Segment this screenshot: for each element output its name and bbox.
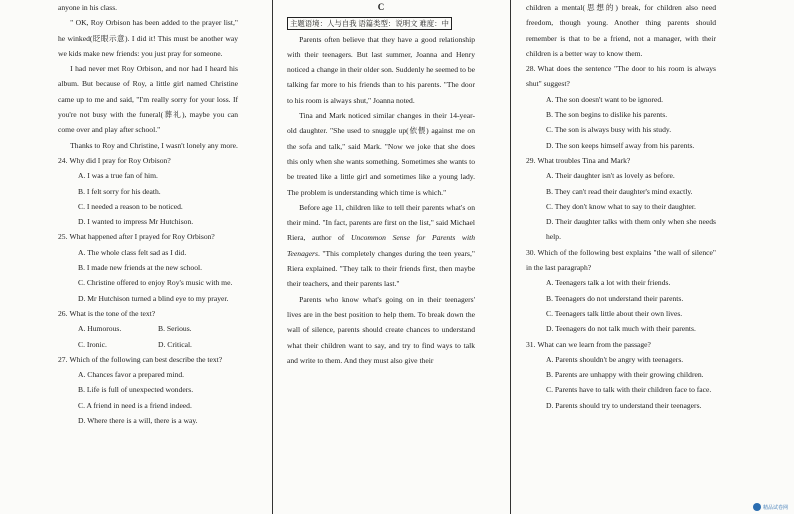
column-middle <box>287 0 475 368</box>
question-text: Which of the following best explains "the wall of silence" in the last paragraph? <box>526 247 716 273</box>
question-text: What can we learn from the passage? <box>537 339 651 349</box>
option: C. Teenagers talk little about their own lives. <box>546 308 683 318</box>
column-left <box>58 0 238 428</box>
option: A. Humorous. <box>78 324 122 334</box>
question-27 <box>58 352 238 428</box>
question-25 <box>58 229 238 305</box>
question-text: What happened after I prayed for Roy Orbison? <box>69 232 215 242</box>
watermark-text: 精品试卷网 <box>762 504 788 511</box>
paragraph: Before age 11, children like to tell their parents what's on their mind. "In fact, parents are first on the list," said Michael Riera, author of Uncommon Sense for Parents with Teenagers. "This completely changes during the teen years," Riera explained. "They talk to their friends first, then maybe their teachers, and their parents last." <box>287 202 475 289</box>
watermark <box>753 503 788 511</box>
logo-icon <box>753 503 761 511</box>
paragraph: Parents often believe that they have a good relationship with their teenagers. But last summer, Joanna and Henry noticed a change in their older son. Suddenly he seemed to be talking far more to his friends than to his parents. "The door to his room is always shut," Joanna noted. <box>287 34 475 105</box>
paragraph: Tina and Mark noticed similar changes in their 14-year-old daughter. "She used to snuggle up(依偎) against me on the sofa and talk," said Mark. "Now we joke that she does this only when she wants something. Sometimes she wants to be treated like a little girl and sometimes like a young lady. The problem is understanding which time is which." <box>287 111 475 197</box>
option: B. I made new friends at the new school. <box>78 263 202 273</box>
option: B. The son begins to dislike his parents. <box>546 110 668 120</box>
question-number: 24. <box>58 155 68 165</box>
option: C. I needed a reason to be noticed. <box>78 201 183 211</box>
question-text: Which of the following can best describe the text? <box>69 354 223 364</box>
option: D. I wanted to impress Mr Hutchison. <box>78 217 194 227</box>
column-right <box>526 0 716 413</box>
option: B. I felt sorry for his death. <box>78 186 161 196</box>
question-number: 31. <box>526 339 536 349</box>
option: A. I was a true fan of him. <box>78 171 158 181</box>
question-text: What is the tone of the text? <box>69 308 156 318</box>
question-30 <box>526 245 716 337</box>
paragraph: I had never met Roy Orbison, and nor had I heard his album. But because of Roy, a little girl named Christine came up to me and said, "I'm really sorry for your loss. If you're not busy with the funeral(葬礼), maybe you can come over and play after school." <box>58 64 238 135</box>
question-26 <box>58 306 238 352</box>
option: D. Critical. <box>158 339 192 349</box>
option: C. The son is always busy with his study. <box>546 125 672 135</box>
topic-tag: 主题语境：人与自我 语篇类型：说明文 难度：中 <box>287 17 452 30</box>
option: C. Ironic. <box>78 339 107 349</box>
option: D. The son keeps himself away from his parents. <box>546 140 695 150</box>
question-number: 29. <box>526 155 536 165</box>
book-title: Uncommon Sense for Parents with Teenagers <box>287 233 475 258</box>
paragraph: Thanks to Roy and Christine, I wasn't lonely any more. <box>70 140 238 150</box>
option: A. The whole class felt sad as I did. <box>78 247 187 257</box>
option: B. Serious. <box>158 324 192 334</box>
option: D. Teenagers do not talk much with their parents. <box>546 324 696 334</box>
option: D. Where there is a will, there is a way. <box>78 416 198 426</box>
paragraph: Parents who know what's going on in their teenagers' lives are in the best position to help them. To break down the wall of silence, parents should create chances to understand what their children want to say, and try to find ways to talk and write to them. And they must also give their <box>287 294 475 365</box>
question-number: 27. <box>58 354 68 364</box>
section-heading: C <box>377 2 385 12</box>
paragraph: " OK, Roy Orbison has been added to the prayer list," he winked(眨眼示意). I did it! This must be another way we kids make new friends: you just pray for someone. <box>58 18 238 58</box>
option: C. A friend in need is a friend indeed. <box>78 400 192 410</box>
option: B. Life is full of unexpected wonders. <box>78 385 194 395</box>
question-number: 28. <box>526 64 536 74</box>
column-divider <box>272 0 273 514</box>
question-number: 30. <box>526 247 536 257</box>
option: D. Parents should try to understand their teenagers. <box>546 400 702 410</box>
paragraph: anyone in his class. <box>58 3 118 12</box>
question-text: What does the sentence "The door to his room is always shut" suggest? <box>526 64 716 89</box>
option: B. Teenagers do not understand their parents. <box>546 293 684 303</box>
question-number: 25. <box>58 232 68 242</box>
option: C. Christine offered to enjoy Roy's music with me. <box>78 278 233 288</box>
option: A. Parents shouldn't be angry with teenagers. <box>546 354 684 364</box>
option: C. Parents have to talk with their children face to face. <box>546 385 712 395</box>
question-text: What troubles Tina and Mark? <box>537 155 631 165</box>
option: B. They can't read their daughter's mind exactly. <box>546 186 693 196</box>
option: A. The son doesn't want to be ignored. <box>546 94 664 104</box>
option: A. Teenagers talk a lot with their friends. <box>546 278 671 288</box>
option: A. Chances favor a prepared mind. <box>78 370 185 380</box>
question-number: 26. <box>58 308 68 318</box>
question-29 <box>526 153 716 245</box>
option: A. Their daughter isn't as lovely as before. <box>546 171 675 181</box>
option: D. Their daughter talks with them only when she needs help. <box>546 217 716 242</box>
question-28 <box>526 61 716 153</box>
option: C. They don't know what to say to their daughter. <box>546 201 696 211</box>
column-divider <box>510 0 511 514</box>
paragraph: children a mental(思想的) break, for children also need freedom, though young. Another thing parents should remember is that to be a friend, not a manager, with their children is a better way to know them. <box>526 3 716 58</box>
question-31 <box>526 337 716 413</box>
question-text: Why did I pray for Roy Orbison? <box>69 155 171 165</box>
question-24 <box>58 153 238 229</box>
option: B. Parents are unhappy with their growing children. <box>546 370 704 380</box>
option: D. Mr Hutchison turned a blind eye to my prayer. <box>78 293 229 303</box>
